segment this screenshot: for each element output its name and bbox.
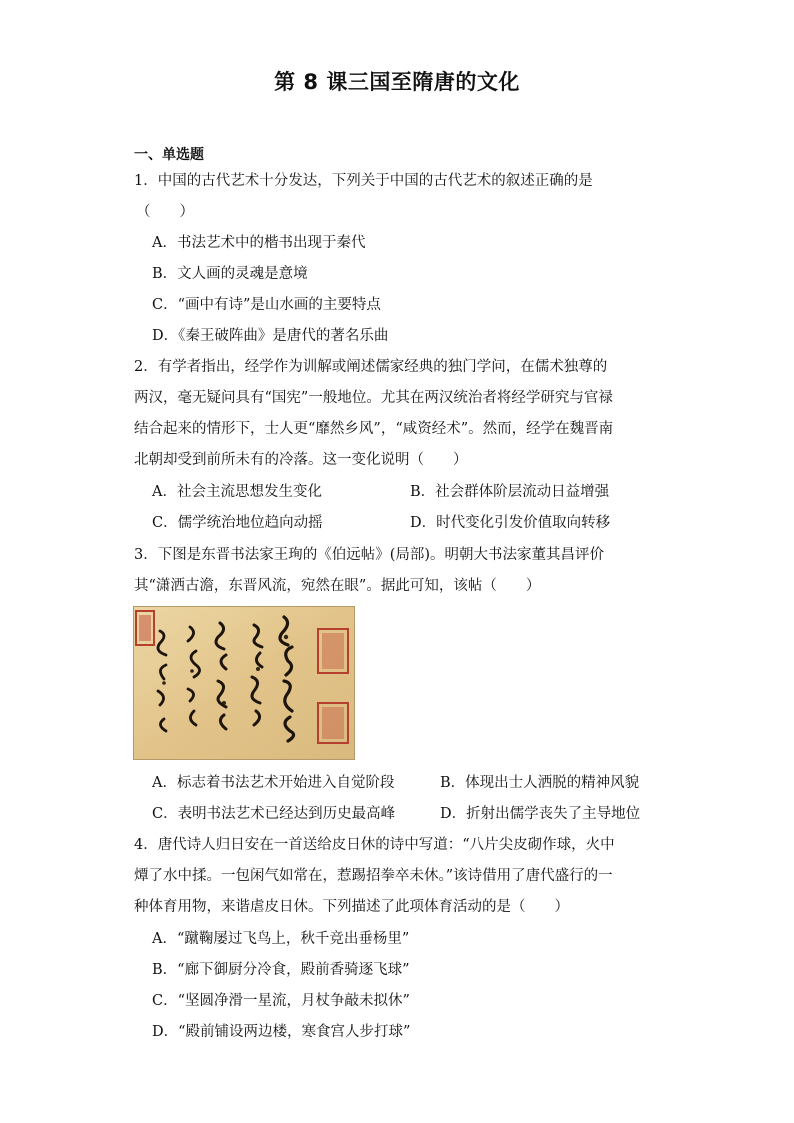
question-2-option-d: D．时代变化引发价值取向转移 (410, 515, 611, 531)
question-2-text-line-4: 北朝却受到前所未有的冷落。这一变化说明（ ） (134, 452, 468, 468)
question-3-option-a: A．标志着书法艺术开始进入自觉阶段 (152, 775, 395, 791)
question-4-text-line-2: 燂了水中揉。一包闲气如常在，惹踢招拳卒未休。”该诗借用了唐代盛行的一 (134, 868, 613, 884)
question-3-option-d: D．折射出儒学丧失了主导地位 (440, 806, 641, 822)
question-2-option-c: C．儒学统治地位趋向动摇 (152, 515, 323, 531)
section-heading: 一、单选题 (134, 147, 204, 163)
question-3-text-line-2: 其“潇洒古澹，东晋风流，宛然在眼”。据此可知，该帖（ ） (134, 578, 541, 594)
calligraphy-image (133, 606, 355, 760)
question-1-blank: （ ） (136, 204, 194, 220)
calligraphy-artwork (134, 607, 354, 759)
question-1-text: 1．中国的古代艺术十分发达，下列关于中国的古代艺术的叙述正确的是 (134, 173, 593, 189)
question-4-text-line-3: 种体育用物，来谐虐皮日休。下列描述了此项体育活动的是（ ） (134, 899, 569, 915)
page-title: 第 8 课三国至隋唐的文化 (274, 70, 520, 94)
question-3-option-b: B．体现出士人洒脱的精神风貌 (440, 775, 640, 791)
question-2-text-line-3: 结合起来的情形下，士人更“靡然乡风”，“咸资经术”。然而，经学在魏晋南 (134, 421, 614, 437)
question-1-option-b: B．文人画的灵魂是意境 (152, 266, 308, 282)
question-4-option-b: B．“廊下御厨分冷食，殿前香骑逐飞球” (152, 962, 410, 978)
question-3-text-line-1: 3．下图是东晋书法家王珣的《伯远帖》(局部)。明朝大书法家董其昌评价 (134, 547, 605, 563)
question-4-text-line-1: 4．唐代诗人归日安在一首送给皮日休的诗中写道：“八片尖皮砌作球，火中 (134, 837, 615, 853)
question-2-option-b: B．社会群体阶层流动日益增强 (410, 484, 610, 500)
question-1-option-a: A．书法艺术中的楷书出现于秦代 (152, 235, 366, 251)
question-1-option-c: C．“画中有诗”是山水画的主要特点 (152, 297, 381, 313)
question-1-option-d: D．《秦王破阵曲》是唐代的著名乐曲 (152, 328, 389, 344)
question-3-option-c: C．表明书法艺术已经达到历史最高峰 (152, 806, 396, 822)
question-2-option-a: A．社会主流思想发生变化 (152, 484, 322, 500)
question-4-option-d: D．“殿前铺设两边楼，寒食宫人步打球” (152, 1024, 411, 1040)
question-4-option-a: A．“蹴鞠屡过飞鸟上，秋千竞出垂杨里” (152, 931, 410, 947)
question-4-option-c: C．“坚圆净滑一星流，月杖争敲未拟休” (152, 993, 410, 1009)
question-2-text-line-2: 两汉，毫无疑问具有“国宪”一般地位。尤其在两汉统治者将经学研究与官禄 (134, 390, 613, 406)
question-2-text-line-1: 2．有学者指出，经学作为训解或阐述儒家经典的独门学问，在儒术独尊的 (134, 359, 608, 375)
